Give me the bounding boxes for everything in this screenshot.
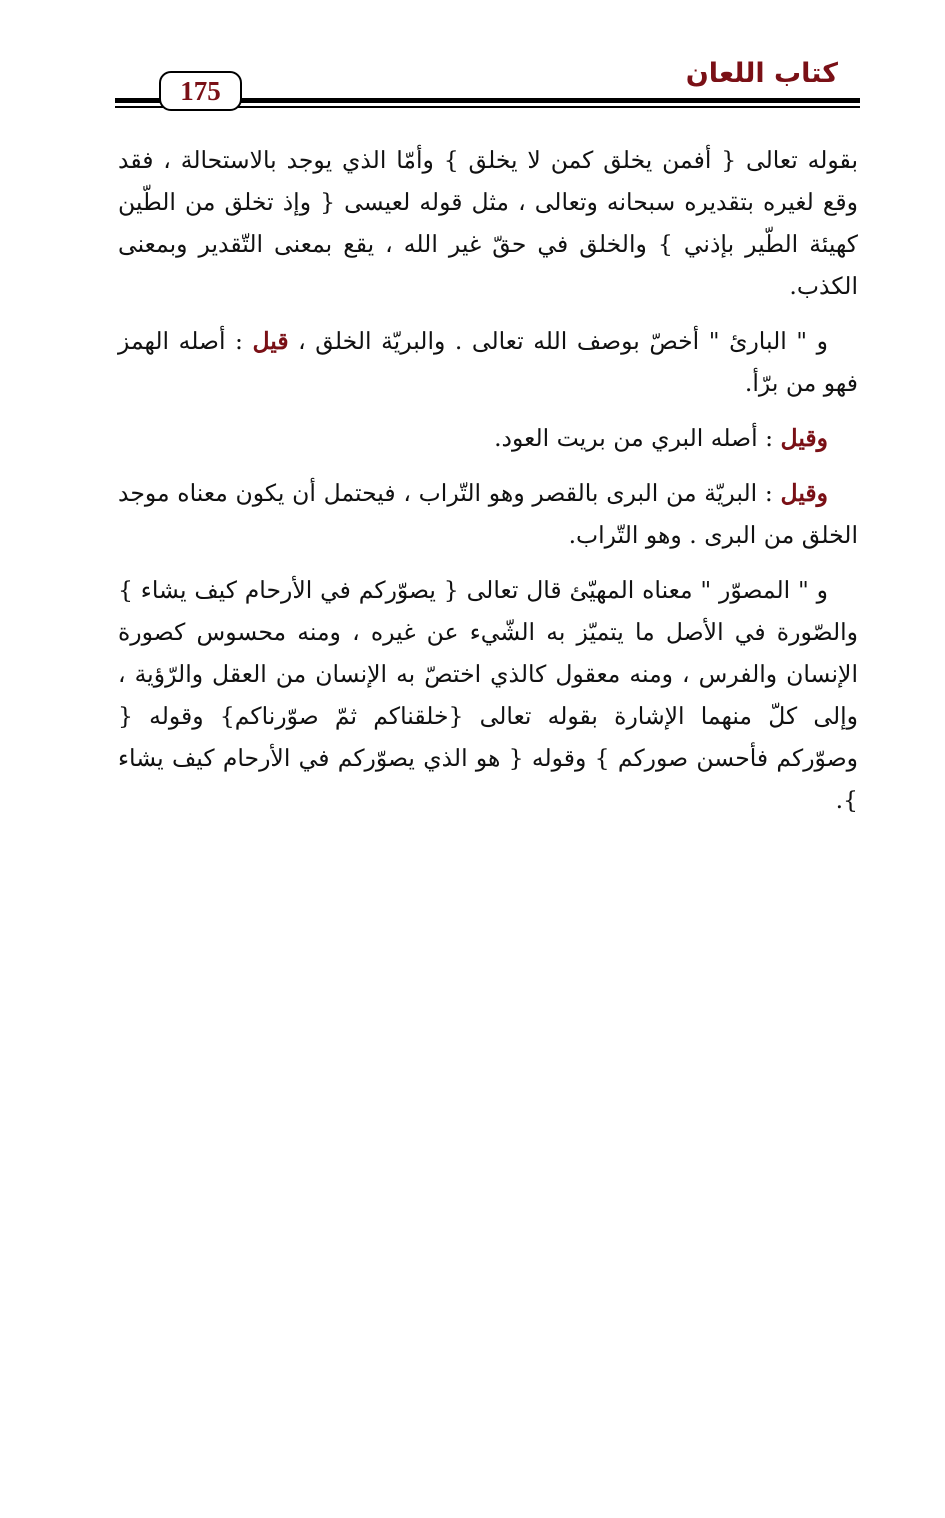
page-body <box>118 139 858 834</box>
qila-highlight: قيل <box>252 327 289 355</box>
page-header <box>115 50 860 115</box>
paragraph-2-text-end: : أصله الهمز فهو من برّأ. <box>118 327 858 397</box>
paragraph-3-text: : أصله البري من بريت العود. <box>494 424 781 452</box>
paragraph-4-text: : البريّة من البرى بالقصر وهو التّراب ، فيحتمل أن يكون معناه موجد الخلق من البرى . وهو التّراب. <box>118 479 858 549</box>
page-number-box <box>159 71 242 111</box>
page-number: 175 <box>180 75 221 106</box>
paragraph-3 <box>118 417 858 459</box>
paragraph-5: و " المصوّر " معناه المهيّئ قال تعالى { يصوّركم في الأرحام كيف يشاء } والصّورة في الأصل ما يتميّز به الشّيء عن غيره ، ومنه محسوس كصورة الإنسان والفرس ، ومنه معقول كالذي اختصّ به الإنسان من العقل والرّؤية ، وإلى كلّ منهما الإشارة بقوله تعالى {خلقناكم ثمّ صوّرناكم} وقوله { وصوّركم فأحسن صوركم } وقوله { هو الذي يصوّركم في الأرحام كيف يشاء }. <box>118 576 858 814</box>
paragraph-1: بقوله تعالى { أفمن يخلق كمن لا يخلق } وأمّا الذي يوجد بالاستحالة ، فقد وقع لغيره بتقديره سبحانه وتعالى ، مثل قوله لعيسى { وإذ تخلق من الطّين كهيئة الطّير بإذني } والخلق في حقّ غير الله ، يقع بمعنى التّقدير وبمعنى الكذب. <box>118 146 858 300</box>
paragraph-2 <box>118 320 858 404</box>
book-title: كتاب اللعان <box>685 58 838 89</box>
paragraph-4 <box>118 472 858 556</box>
wa-qila-highlight: وقيل <box>780 424 828 452</box>
wa-qila-highlight: وقيل <box>780 479 828 507</box>
paragraph-2-text-start: و " البارئ " أخصّ بوصف الله تعالى . والبريّة الخلق ، <box>288 327 829 355</box>
